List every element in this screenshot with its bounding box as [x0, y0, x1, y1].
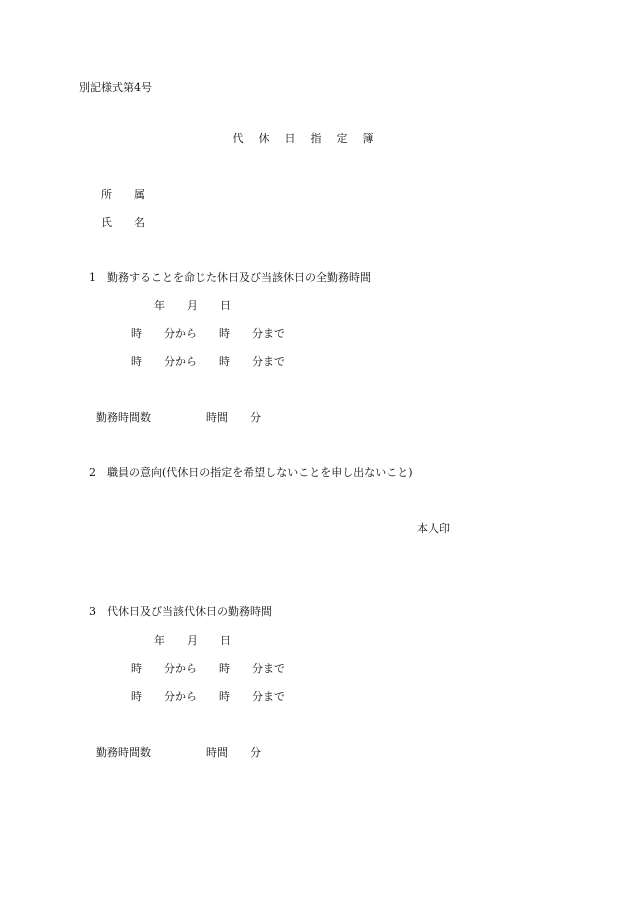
name-label: 氏 名	[101, 216, 145, 229]
section3-time-1: 時 分から 時 分まで	[131, 662, 285, 675]
title-char: 代	[232, 132, 244, 145]
form-number: 別記様式第4号	[79, 81, 152, 94]
section1-heading: 1 勤務することを命じた休日及び当該休日の全勤務時間	[89, 271, 371, 284]
section3-total: 勤務時間数 時間 分	[96, 746, 261, 759]
title-char: 日	[284, 132, 296, 145]
section3-time-2: 時 分から 時 分まで	[131, 690, 285, 703]
affiliation-label: 所 属	[101, 188, 145, 201]
title-char: 簿	[362, 132, 374, 145]
section3-heading: 3 代休日及び当該代休日の勤務時間	[89, 605, 272, 618]
page-title	[225, 132, 381, 146]
title-char: 指	[310, 132, 322, 145]
seal-label: 本人印	[417, 522, 450, 535]
section1-time-2: 時 分から 時 分まで	[131, 355, 285, 368]
section1-total: 勤務時間数 時間 分	[96, 411, 261, 424]
section1-time-1: 時 分から 時 分まで	[131, 327, 285, 340]
title-char: 休	[258, 132, 270, 145]
section2-heading: 2 職員の意向(代休日の指定を希望しないことを申し出ないこと)	[89, 466, 413, 479]
section1-date: 年 月 日	[154, 299, 231, 312]
section3-date: 年 月 日	[154, 634, 231, 647]
title-char: 定	[336, 132, 348, 145]
